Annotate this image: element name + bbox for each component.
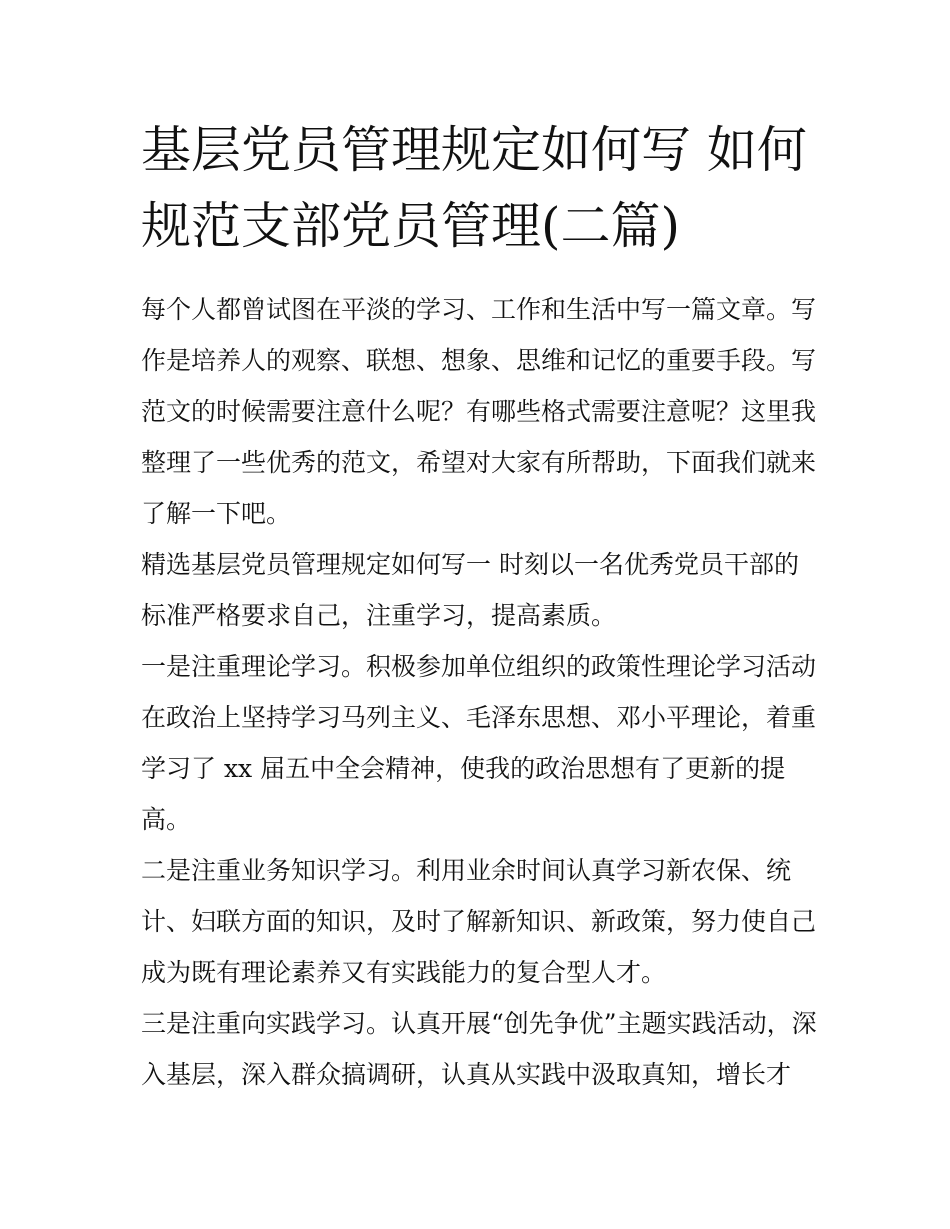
paragraph-line: 学习了 xx 届五中全会精神，使我的政治思想有了更新的提 [141, 754, 786, 783]
paragraph-intro [141, 284, 817, 539]
paragraph-line: 了解一下吧。 [141, 499, 292, 528]
paragraph-point-3 [141, 998, 817, 1100]
paragraph-line: 标准严格要求自己，注重学习，提高素质。 [141, 601, 617, 630]
paragraph-line: 在政治上坚持学习马列主义、毛泽东思想、邓小平理论，着重 [141, 703, 817, 732]
paragraph-line: 范文的时候需要注意什么呢？有哪些格式需要注意呢？这里我 [141, 397, 817, 426]
paragraph-line: 高。 [141, 805, 192, 834]
paragraph-line: 成为既有理论素养又有实践能力的复合型人才。 [141, 958, 667, 987]
paragraph-section-heading [141, 539, 813, 641]
paragraph-point-1 [141, 641, 817, 845]
paragraph-line: 二是注重业务知识学习。利用业余时间认真学习新农保、统 [141, 856, 792, 885]
paragraph-line: 三是注重向实践学习。认真开展“创先争优”主题实践活动，深 [141, 1009, 817, 1038]
title-line-2: 规范支部党员管理(二篇) [141, 197, 681, 255]
document-title [141, 112, 813, 264]
paragraph-line: 精选基层党员管理规定如何写一 时刻以一名优秀党员干部的 [141, 550, 799, 579]
title-line-1: 基层党员管理规定如何写 如何 [141, 121, 807, 179]
paragraph-line: 计、妇联方面的知识，及时了解新知识、新政策，努力使自己 [141, 907, 817, 936]
paragraph-line: 入基层，深入群众搞调研，认真从实践中汲取真知，增长才 [141, 1060, 792, 1089]
document-page [141, 112, 817, 1100]
paragraph-line: 作是培养人的观察、联想、想象、思维和记忆的重要手段。写 [141, 346, 817, 375]
paragraph-line: 每个人都曾试图在平淡的学习、工作和生活中写一篇文章。写 [141, 295, 817, 324]
paragraph-point-2 [141, 845, 817, 998]
paragraph-line: 一是注重理论学习。积极参加单位组织的政策性理论学习活动 [141, 652, 817, 681]
paragraph-line: 整理了一些优秀的范文，希望对大家有所帮助，下面我们就来 [141, 448, 817, 477]
